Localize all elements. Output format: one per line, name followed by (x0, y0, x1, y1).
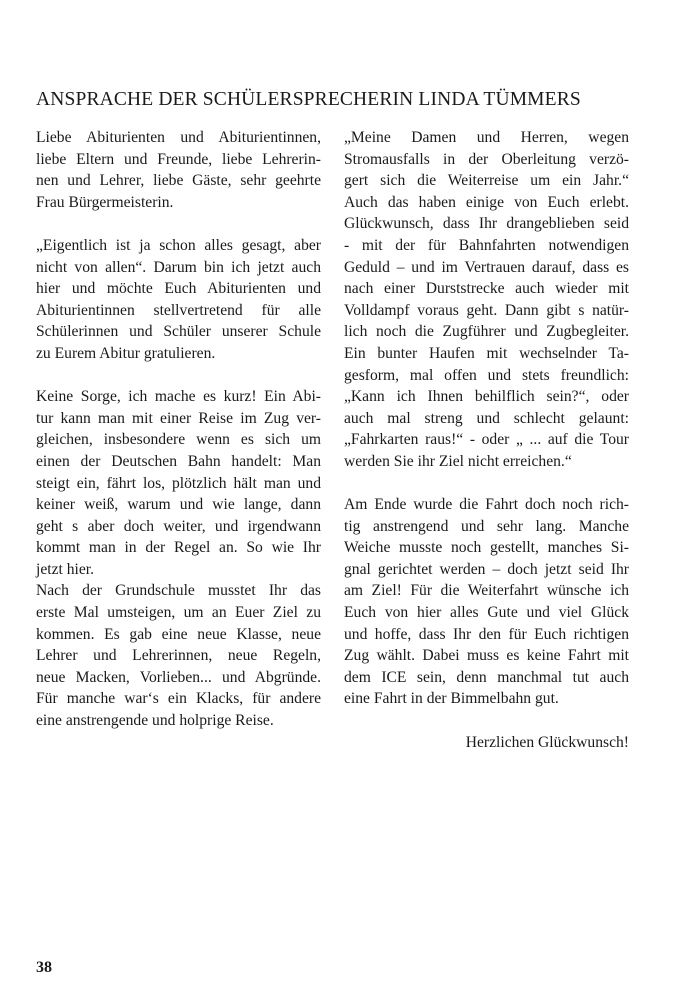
text-line: werden Sie ihr Ziel nicht erreichen.“ (344, 452, 572, 470)
text-line: eine anstrengende und holprige Reise. (36, 712, 274, 730)
text-line: Zug wählt. Dabei muss es keine Fahrt mit (344, 647, 629, 665)
text-line: Abiturientinnen stellvertretend für alle (36, 301, 321, 319)
text-line: gnal gerichtet werden – doch jetzt seid Ihr (344, 560, 629, 578)
text-line: Ein bunter Haufen mit wechselnder Ta- (344, 344, 629, 362)
paragraph-announcement (344, 127, 629, 473)
text-line: Schülerinnen und Schüler unserer Schule (36, 323, 321, 341)
paragraph-conclusion (344, 494, 629, 710)
paragraph-grundschule (36, 580, 321, 731)
text-line: gesform, mal offen und stets freundlich: (344, 366, 629, 384)
text-line: zu Eurem Abitur gratulieren. (36, 344, 216, 362)
text-line: Geduld – und im Vertrauen darauf, dass es (344, 258, 629, 276)
text-line: und hoffe, dass Ihr den für Euch richtigen (344, 625, 629, 643)
text-line: „Meine Damen und Herren, wegen (344, 129, 629, 146)
closing-line: Herzlichen Glückwunsch! (465, 733, 629, 751)
paragraph-quote (36, 235, 321, 365)
text-line: am Ziel! Für die Weiterfahrt wünsche ich (344, 582, 629, 600)
text-line: kommt man in der Regel an. So wie Ihr (36, 539, 321, 557)
text-line: jetzt hier. (36, 560, 95, 578)
right-column (344, 127, 629, 753)
text-line: dem ICE sein, denn manchmal tut auch (344, 668, 629, 686)
text-line: nen und Lehrer, liebe Gäste, sehr geehrte (36, 172, 321, 190)
text-line: gleichen, insbesondere wenn es sich um (36, 431, 321, 449)
text-line: - mit der für Bahnfahrten notwendigen (344, 236, 629, 254)
text-line: Lehrer und Lehrerinnen, neue Regeln, (36, 647, 321, 665)
paragraph-train-metaphor (36, 386, 321, 580)
text-line: „Kann ich Ihnen behilflich sein?“, oder (344, 388, 629, 406)
text-line: Keine Sorge, ich mache es kurz! Ein Abi- (36, 388, 321, 406)
text-line: Für manche war‘s ein Klacks, für andere (36, 690, 321, 708)
text-line: geht s aber doch weiter, und irgendwann (36, 517, 321, 535)
text-line: lich noch die Zugführer und Zugbegleiter. (344, 323, 629, 341)
text-line: Weiche musste noch gestellt, manches Si- (344, 539, 629, 557)
text-line: Stromausfalls in der Oberleitung verzö- (344, 150, 629, 168)
text-line: einen der Deutschen Bahn handelt: Man (36, 452, 321, 470)
text-line: Euch von hier alles Gute und viel Glück (344, 604, 629, 622)
text-line: eine Fahrt in der Bimmelbahn gut. (344, 690, 559, 708)
text-line: Liebe Abiturienten und Abiturientinnen, (36, 129, 321, 146)
text-line: neue Macken, Vorlieben... und Abgründe. (36, 668, 321, 686)
text-line: keiner weiß, warum und wie lange, dann (36, 496, 321, 514)
text-line: liebe Eltern und Freunde, liebe Lehrerin- (36, 150, 321, 168)
text-line: Frau Bürgermeisterin. (36, 193, 174, 211)
text-line: tig anstrengend und sehr lang. Manche (344, 517, 629, 535)
text-line: tur kann man mit einer Reise im Zug ver- (36, 409, 321, 427)
text-line: „Eigentlich ist ja schon alles gesagt, aber (36, 236, 321, 254)
article-heading: ANSPRACHE DER SCHÜLERSPRECHERIN LINDA TÜMMERS (36, 89, 581, 110)
text-line: nach einer Durststrecke auch wieder mit (344, 280, 629, 298)
text-line: hier und möchte Euch Abiturienten und (36, 280, 321, 298)
page-number: 38 (36, 959, 52, 976)
text-line: Nach der Grundschule musstet Ihr das (36, 582, 321, 600)
text-line: Am Ende wurde die Fahrt doch noch rich- (344, 496, 629, 514)
text-line: nicht von allen“. Darum bin ich jetzt auch (36, 258, 321, 276)
text-line: Volldampf voraus geht. Dann gibt s natür- (344, 301, 629, 319)
text-line: kommen. Es gab eine neue Klasse, neue (36, 625, 321, 643)
paragraph-greeting (36, 127, 321, 213)
text-line: auch mal streng und schlecht gelaunt: (344, 409, 629, 427)
text-line: gert sich die Weiterreise um ein Jahr.“ (344, 172, 629, 190)
text-line: Glückwunsch, dass Ihr drangeblieben seid (344, 215, 629, 233)
text-line: Auch das haben einige von Euch erlebt. (344, 193, 629, 211)
left-column (36, 127, 321, 732)
text-line: erste Mal umsteigen, um an Euer Ziel zu (36, 604, 321, 622)
text-line: „Fahrkarten raus!“ - oder „ ... auf die Tour (344, 431, 629, 449)
text-line: steigt ein, fährt los, plötzlich hält man und (36, 474, 321, 492)
